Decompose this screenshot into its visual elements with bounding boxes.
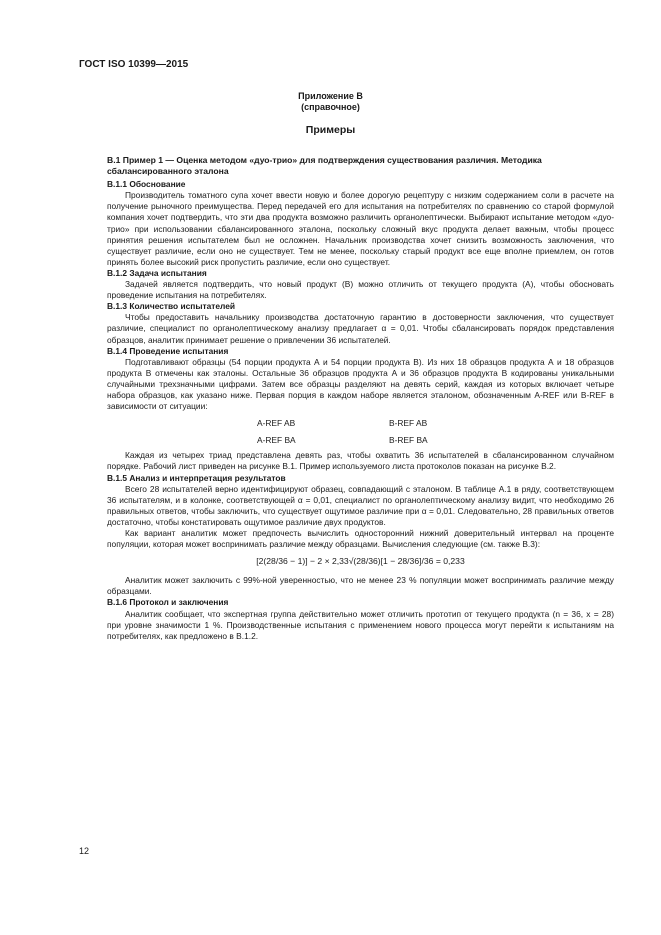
confidence-formula: [2(28/36 − 1)] − 2 × 2,33√(28/36)[1 − 28/36]/36 = 0,233 <box>256 556 465 567</box>
paragraph-procedure: Подготавливают образцы (54 порции продукта А и 54 порции продукта В). Из них 18 образцов продукта А и 18 образцов продукта В отмечены как эталоны. Остальные 36 образцов продукта А и 36 образцов продукта В кодированы уникальными случайными трехзначными цифрами. Затем все образцы разделяют на девять серий, каждая из которых включает четыре набора образцов, как указано ниже. Первая порция в каждом наборе является эталоном, обозначенным A-REF или B-REF в зависимости от ситуации: <box>107 356 614 412</box>
examples-heading: Примеры <box>305 124 356 136</box>
paragraph-procedure-2: Каждая из четырех триад представлена девять раз, чтобы охватить 36 испытателей в сбалансированном случайном порядке. Рабочий лист приведен на рисунке В.1. Пример используемого листа протоколов показан на рисунке В.2. <box>107 450 614 472</box>
appendix-subtitle: (справочное) <box>301 102 360 112</box>
reference-set: B-REF BA <box>389 435 428 446</box>
subsection-title-1: В.1.1 Обоснование <box>107 179 186 190</box>
subsection-title-6: В.1.6 Протокол и заключения <box>107 597 229 608</box>
paragraph-rationale: Производитель томатного супа хочет ввести новую и более дорогую рецептуру с низким содержанием соли в расчете на получение рыночного преимущества. Перед передачей его для испытания на потребителях по сравнению со старой формулой компания хочет подтвердить, что эти два продукта возможно различить органолептически. Выбирают испытание методом «дуо-трио» при использовании сбалансированного эталона, поскольку сложный вкус продукта делает важным, чтобы процесс принятия решения испытателем был не осложнен. Начальник производства хочет снизить возможность заключения, что существует различие, если оно не существует. Тем не менее, поскольку старый продукт все еще вполне приемлем, он готов принять более высокий риск пропустить различие, если оно существует. <box>107 190 614 267</box>
document-header: ГОСТ ISO 10399—2015 <box>79 59 189 70</box>
reference-set: A-REF AB <box>257 418 296 429</box>
subsection-title-5: В.1.5 Анализ и интерпретация результатов <box>107 472 286 483</box>
page-number: 12 <box>79 846 90 856</box>
subsection-title-4: В.1.4 Проведение испытания <box>107 345 229 356</box>
paragraph-analysis-2: Как вариант аналитик может предпочесть вычислить односторонний нижний доверительный интервал на проценте популяции, которая может воспринимать различие между образцами. Вычисления следующие (см. также В.3): <box>107 528 614 550</box>
paragraph-conclusion: Аналитик сообщает, что экспертная группа действительно может отличить прототип от текущего продукта (n = 36, x = 28) при уровне значимости 1 %. Производственные испытания с применением нового процесса могут перейти к испытаниям на потребителях, как предложено в В.1.2. <box>107 608 614 641</box>
appendix-title <box>0 91 661 113</box>
appendix-label: Приложение В <box>298 91 363 101</box>
paragraph-analysis-3: Аналитик может заключить с 99%-ной уверенностью, что не менее 23 % популяции может воспринимать различие между образцами. <box>107 575 614 597</box>
reference-sets <box>257 418 614 446</box>
document-body <box>107 155 614 642</box>
section-title: В.1 Пример 1 — Оценка методом «дуо-трио» для подтверждения существования различия. Методика сбалансированного эталона <box>107 155 542 177</box>
subsection-title-2: В.1.2 Задача испытания <box>107 267 207 278</box>
paragraph-analysis: Всего 28 испытателей верно идентифицируют образец, совпадающий с эталоном. В таблице А.1 в ряду, соответствующем 36 испытателям, и в колонке, соответствующей α = 0,01, специалист по органолептическому анализу видит, что необходимо 26 правильных ответов, чтобы заключить, что существует ощутимое различие при α = 0,01. Следовательно, 28 правильных ответов достаточно, чтобы констатировать ощутимое различие двух продуктов. <box>107 483 614 527</box>
reference-set: A-REF BA <box>257 435 296 446</box>
paragraph-assessors: Чтобы предоставить начальнику производства достаточную гарантию в достоверности заключения, что существует различие, специалист по органолептическому анализу предлагает α = 0,01. Чтобы сбалансировать порядок представления образцов, аналитик принимает решение о привлечении 36 испытателей. <box>107 312 614 345</box>
subsection-title-3: В.1.3 Количество испытателей <box>107 301 236 312</box>
reference-set: B-REF AB <box>389 418 428 429</box>
paragraph-objective: Задачей является подтвердить, что новый продукт (В) можно отличить от текущего продукта (А), чтобы обосновать проведение испытания на потребителях. <box>107 279 614 301</box>
